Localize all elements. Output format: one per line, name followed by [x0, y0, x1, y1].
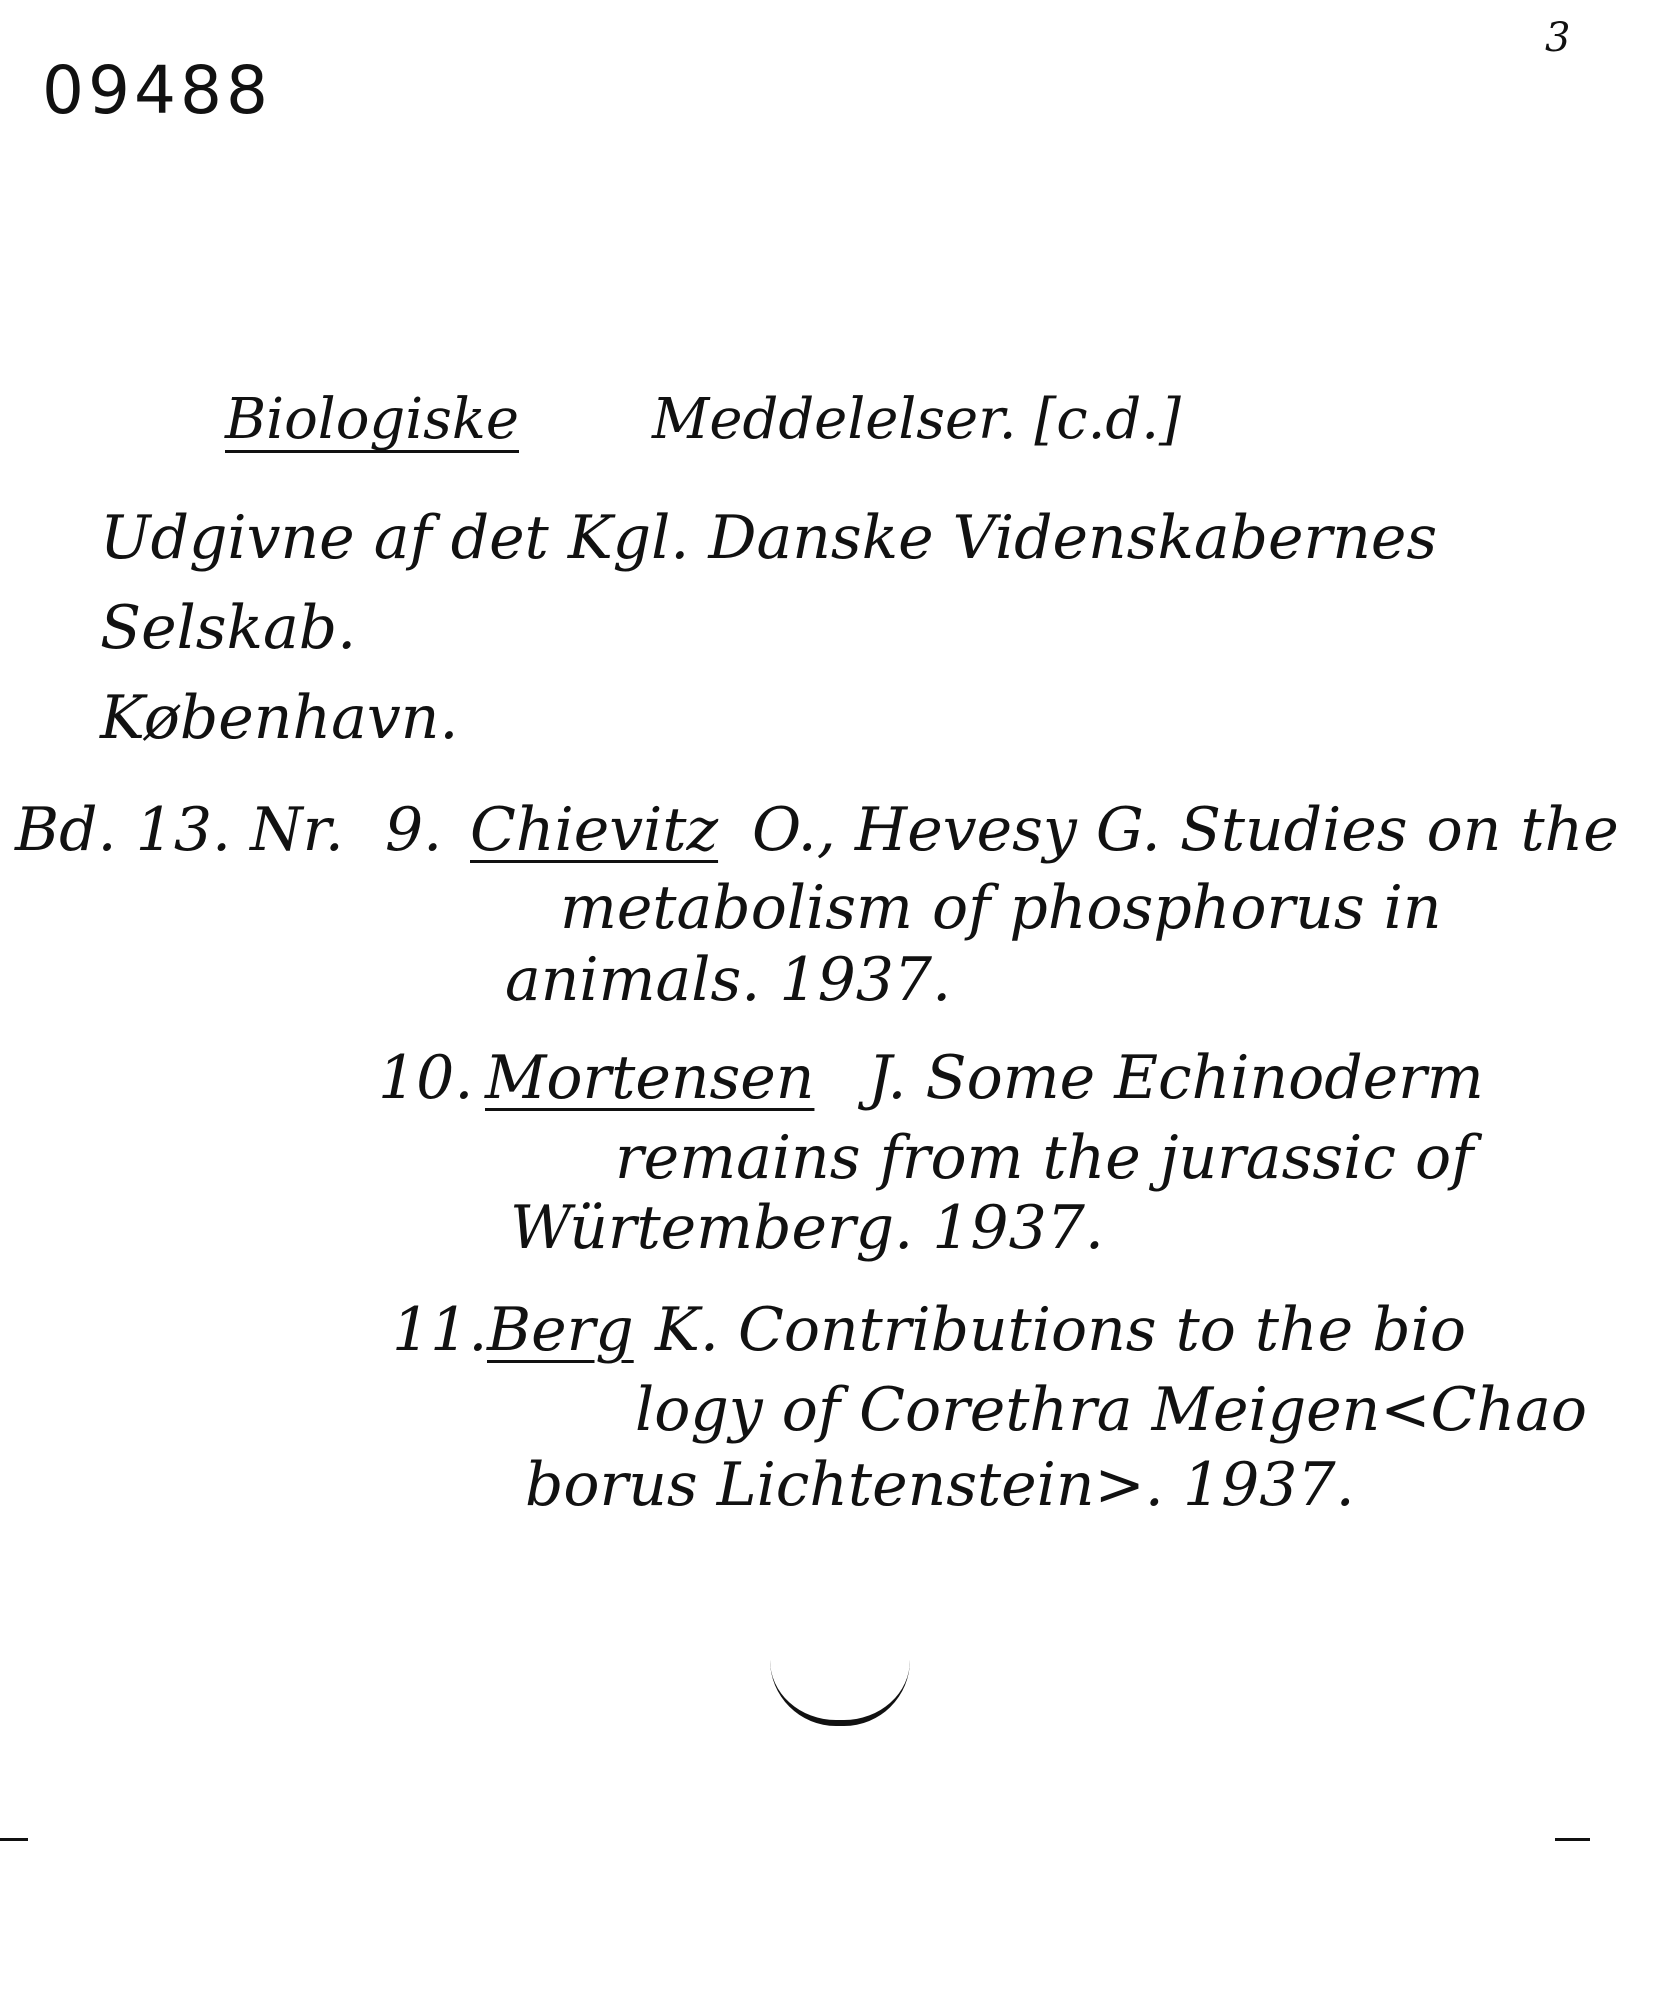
entry-author: Chievitz — [470, 795, 719, 865]
publisher-line-1: Udgivne af det Kgl. Danske Videnskabernes — [100, 503, 1438, 573]
entry-prefix: Bd. 13. Nr. — [15, 795, 344, 865]
entry-number: 11. — [392, 1295, 488, 1365]
page-number: 3 — [1545, 15, 1571, 61]
entry-number: 10. — [378, 1043, 474, 1113]
curved-mark — [770, 1660, 910, 1726]
edge-mark-right — [1555, 1838, 1590, 1841]
entry-line2: remains from the jurassic of — [615, 1123, 1474, 1193]
entry-line1-rest: O., Hevesy G. Studies on the — [752, 795, 1619, 865]
entry-line1-rest: K. Contributions to the bio — [655, 1295, 1466, 1365]
entry-author: Berg — [487, 1295, 634, 1365]
entry-number: 9. — [385, 795, 443, 865]
title-underlined-word: Biologiske — [225, 387, 519, 452]
entry-line3: animals. 1937. — [505, 945, 952, 1015]
entry-line2: logy of Corethra Meigen<Chao — [635, 1375, 1588, 1445]
entry-line1-rest: J. Some Echinoderm — [868, 1043, 1484, 1113]
entry-author: Mortensen — [485, 1043, 815, 1113]
edge-mark-left — [0, 1838, 28, 1841]
publisher-line-2: Selskab. — [100, 593, 357, 663]
entry-line3: borus Lichtenstein>. 1937. — [525, 1450, 1355, 1520]
title-rest: Meddelelser. [c.d.] — [652, 387, 1181, 452]
entry-line2: metabolism of phosphorus in — [560, 873, 1442, 943]
catalog-number: 09488 — [42, 52, 272, 129]
entry-line3: Würtemberg. 1937. — [510, 1193, 1104, 1263]
place: København. — [100, 683, 459, 753]
